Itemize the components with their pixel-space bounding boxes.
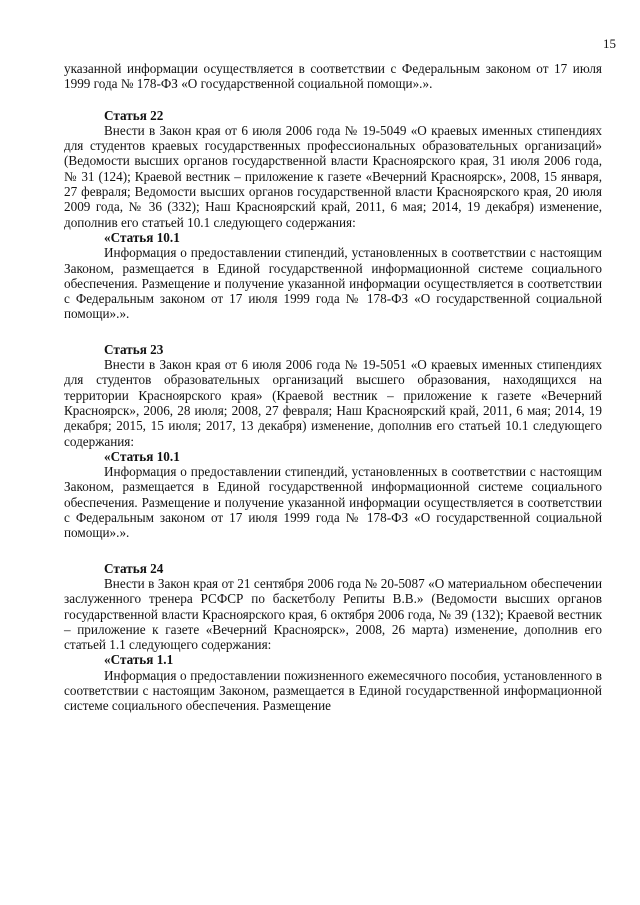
article-22 [64,108,602,322]
sub-article-heading: «Статья 1.1 [104,652,174,668]
sub-article-heading: «Статья 10.1 [104,229,180,245]
sub-article-heading: «Статья 10.1 [104,448,180,464]
sub-article-body: Информация о предоставлении стипендий, установленных в соответствии с настоящим Законом, размещается в Единой государственной информационной системе социального обеспечения. Размещение и получение указанной информации осуществляется в соответствии с Федеральным законом от 17 июля 1999 года № 178-ФЗ «О государственной социальной помощи».». [64,245,602,322]
article-body: Внести в Закон края от 6 июля 2006 года № 19-5049 «О краевых именных стипендиях для студентов краевых государственных профессиональных образовательных организаций» (Ведомости высших органов государственной власти Красноярского края, 31 июля 2006 года, № 31 (124); Краевой вестник – приложение к газете «Вечерний Красноярск», 2008, 15 января, 27 февраля; Ведомости высших органов государственной власти Красноярского края, 20 июля 2009 года, № 36 (332); Наш Красноярский край, 2011, 6 мая; 2014, 19 декабря) изменение, дополнив его статьей 10.1 следующего содержания: [64,122,602,230]
article-body: Внести в Закон края от 21 сентября 2006 года № 20-5087 «О материальном обеспечении заслуженного тренера РСФСР по баскетболу Репиты В.В.» (Ведомости высших органов государственной власти Красноярского края, 6 октября 2006 года, № 39 (132); Краевой вестник – приложение к газете «Вечерний Красноярск», 2008, 26 марта) изменение, дополнив его статьей 1.1 следующего содержания: [64,575,602,653]
article-heading: Статья 22 [104,107,164,123]
article-23 [64,342,602,541]
page-content [64,61,602,714]
article-heading: Статья 23 [104,341,164,357]
sub-article-body: Информация о предоставлении пожизненного ежемесячного пособия, установленного в соответствии с настоящим Законом, размещается в Единой государственной информационной системе социального обеспечения. Размещение [64,667,602,714]
article-24 [64,561,602,714]
article-heading: Статья 24 [104,560,164,576]
page-number: 15 [603,36,616,51]
article-body: Внести в Закон края от 6 июля 2006 года № 19-5051 «О краевых именных стипендиях для студентов образовательных организаций высшего образования, находящихся на территории Красноярского края» (Краевой вестник – приложение к газете «Вечерний Красноярск», 2006, 28 июля; 2008, 27 февраля; Наш Красноярский край, 2011, 6 мая; 2014, 19 декабря; 2015, 15 июля; 2017, 13 декабря) изменение, дополнив его статьей 10.1 следующего содержания: [64,357,602,449]
sub-article-body: Информация о предоставлении стипендий, установленных в соответствии с настоящим Законом, размещается в Единой государственной информационной системе социального обеспечения. Размещение и получение указанной информации осуществляется в соответствии с Федеральным законом от 17 июля 1999 года № 178-ФЗ «О государственной социальной помощи».». [64,464,602,541]
intro-paragraph: указанной информации осуществляется в соответствии с Федеральным законом от 17 июля 1999 года № 178-ФЗ «О государственной социальной помощи».». [64,61,602,92]
